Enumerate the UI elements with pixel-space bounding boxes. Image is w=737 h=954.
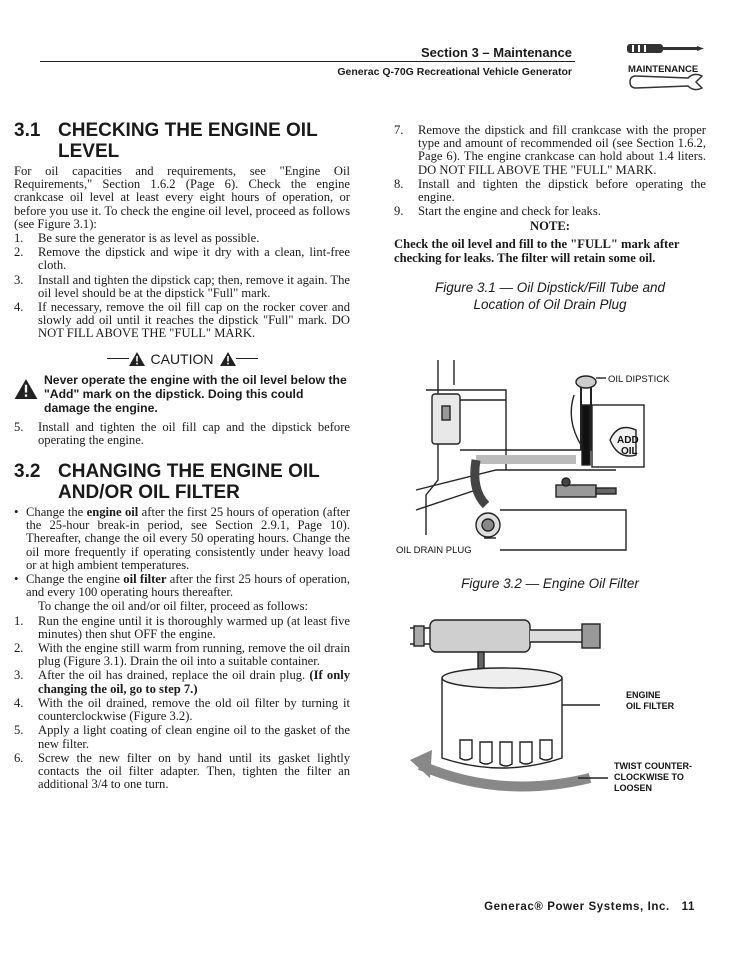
list-item <box>394 205 706 218</box>
oil-change-steps <box>14 615 350 792</box>
note-label: NOTE: <box>530 219 570 234</box>
section-3-1-heading <box>14 120 350 162</box>
section-number: 3.1 <box>14 120 41 141</box>
section-intro: For oil capacities and requirements, see "Engine Oil Requirements," Section 1.6.2 (Page 6). Check the engine crankcase oil level at least every eight hours of operation, or before you use it. To check the engine oil level, proceed as follows (see Figure 3.1): <box>14 164 351 231</box>
list-item <box>394 178 706 204</box>
list-item <box>394 124 706 177</box>
footer-company: Generac® Power Systems, Inc. <box>484 901 670 913</box>
step-text: Install and tighten the oil fill cap and the dipstick before operating the engine. <box>38 419 350 447</box>
step-number: 2. <box>14 641 24 656</box>
step-text: After the oil has drained, replace the oil drain plug. (If only changing the oil, go to step 7.) <box>38 668 350 696</box>
section-3-2-heading <box>14 461 350 503</box>
step-number: 7. <box>394 123 404 137</box>
list-item <box>14 697 350 723</box>
step-number: 1. <box>14 231 24 246</box>
figure-3-2-caption: Figure 3.2 — Engine Oil Filter <box>461 576 639 591</box>
screwdriver-icon <box>627 44 704 53</box>
oil-filter-figure <box>410 600 620 815</box>
figure-3-1-caption-line2: Location of Oil Drain Plug <box>473 297 627 313</box>
caution-banner <box>14 351 350 367</box>
step-number: 4. <box>14 300 24 315</box>
step-text: Install and tighten the dipstick cap; then, remove it again. The oil level should be at the dipstick "Full" mark. <box>38 272 350 300</box>
twist-label-1: TWIST COUNTER- <box>614 761 692 771</box>
engine-label: ENGINE <box>626 690 661 700</box>
step-number: 8. <box>394 176 404 191</box>
oil-check-steps <box>14 232 350 341</box>
step-number: 2. <box>14 245 24 260</box>
oil-mark-label: OIL <box>621 446 638 457</box>
right-column <box>394 124 706 313</box>
step-number: 9. <box>394 204 404 219</box>
caution-message: Never operate the engine with the oil level below the "Add" mark on the dipstick. Doing this could damage the engine. <box>44 372 347 415</box>
figure-3-1-caption: Figure 3.1 — Oil Dipstick/Fill Tube and <box>434 280 666 296</box>
oil-change-steps-continued <box>394 124 706 218</box>
section-heading-text: CHANGING THE ENGINE OIL AND/OR OIL FILTER <box>58 461 320 504</box>
caution-label: CAUTION <box>150 350 214 367</box>
step-text: Screw the new filter on by hand until its gasket lightly contacts the oil filter adapter. Then, tighten the filter an additional 3/4 to one turn. <box>38 750 350 792</box>
step-text: With the engine still warm from running, remove the oil drain plug (Figure 3.1). Drain the oil into a suitable container. <box>38 641 350 669</box>
step-text: Start the engine and check for leaks. <box>418 204 601 219</box>
list-item <box>14 642 350 668</box>
step-number: 3. <box>14 668 24 683</box>
step-number: 5. <box>14 419 24 434</box>
proceed-text: To change the oil and/or oil filter, proceed as follows: <box>38 599 308 614</box>
step-number: 4. <box>14 695 24 710</box>
step-text: Be sure the generator is as level as possible. <box>38 231 260 246</box>
step-text: Apply a light coating of clean engine oil to the gasket of the new filter. <box>38 723 350 751</box>
header-rule <box>40 61 575 62</box>
bullet-text: Change the engine oil filter after the first 25 hours of operation, and every 100 operating hours thereafter. <box>26 572 350 600</box>
list-item <box>14 752 350 792</box>
step-number: 5. <box>14 723 24 738</box>
warning-icon <box>129 352 145 366</box>
step-text: Run the engine until it is thoroughly warmed up (at least five minutes) then shut OFF the engine. <box>38 613 350 641</box>
step-number: 1. <box>14 613 24 628</box>
step-number: 3. <box>14 272 24 287</box>
oil-check-final-step <box>14 421 350 447</box>
step-number: 6. <box>14 750 24 765</box>
oil-filter-label: OIL FILTER <box>626 701 675 711</box>
step-text: With the oil drained, remove the old oil filter by turning it counterclockwise (Figure 3.2). <box>38 695 350 724</box>
divider <box>107 358 129 359</box>
document-subtitle: Generac Q-70G Recreational Vehicle Generator <box>337 66 572 78</box>
wrench-icon <box>630 74 702 89</box>
twist-label-2: CLOCKWISE TO <box>614 772 684 782</box>
section-heading-text: CHECKING THE ENGINE OIL LEVEL <box>58 120 318 162</box>
step-text: Remove the dipstick and wipe it dry with a clean, lint-free cloth. <box>38 245 350 273</box>
twist-label-3: LOOSEN <box>614 783 653 793</box>
list-item <box>14 421 350 447</box>
warning-icon <box>220 352 236 366</box>
note-text: Check the oil level and fill to the "FULL" mark after checking for leaks. The filter will retain some oil. <box>394 237 680 266</box>
section-title: Section 3 – Maintenance <box>421 45 572 60</box>
bullet-text: Change the engine oil after the first 25 hours of operation (after the 25-hour break-in period, see Section 2.9.1, Page 10). Thereafter, change the oil every 50 operating hours. Change the oil more frequently if operating consistently under heavy load or at high ambient temperatures. <box>26 505 350 572</box>
maintenance-badge: MAINTENANCE <box>628 64 699 75</box>
section-number: 3.2 <box>14 461 41 483</box>
list-item: • Change the engine oil filter after the first 25 hours of operation, and every 100 operating hours thereafter. <box>14 572 350 600</box>
list-item <box>14 669 350 695</box>
step-text: Remove the dipstick and fill crankcase with the proper type and amount of recommended oil (see Section 1.6.2, Page 6). The engine crankcase can hold about 1.4 liters. DO NOT FILL ABOVE THE "FULL" MARK. <box>418 123 706 177</box>
list-item <box>14 246 350 272</box>
list-item <box>14 301 350 341</box>
list-item <box>14 274 350 300</box>
list-item <box>14 724 350 750</box>
list-item <box>14 615 350 641</box>
list-item: • Change the engine oil after the first 25 hours of operation (after the 25-hour break-in period, see Section 2.9.1, Page 10). Thereafter, change the oil every 50 operating hours. Change the oil more frequently if operating consistently under heavy load or at high ambient temperatures. <box>14 505 350 572</box>
oil-change-bullets <box>14 506 350 599</box>
warning-icon <box>14 379 38 399</box>
page-footer <box>484 901 695 913</box>
page-number: 11 <box>681 901 695 913</box>
left-column <box>14 120 350 792</box>
caution-box <box>14 373 350 415</box>
dipstick-figure <box>396 360 696 560</box>
step-text: Install and tighten the dipstick before operating the engine. <box>418 176 706 205</box>
divider <box>236 358 258 359</box>
add-mark-label: ADD <box>617 435 639 446</box>
step-text: If necessary, remove the oil fill cap on the rocker cover and slowly add oil until it reaches the dipstick "Full" mark. DO NOT FILL ABOVE THE "FULL" MARK. <box>38 300 350 341</box>
oil-drain-plug-label: OIL DRAIN PLUG <box>396 545 472 556</box>
oil-dipstick-label: OIL DIPSTICK <box>608 374 670 385</box>
list-item <box>14 232 350 245</box>
